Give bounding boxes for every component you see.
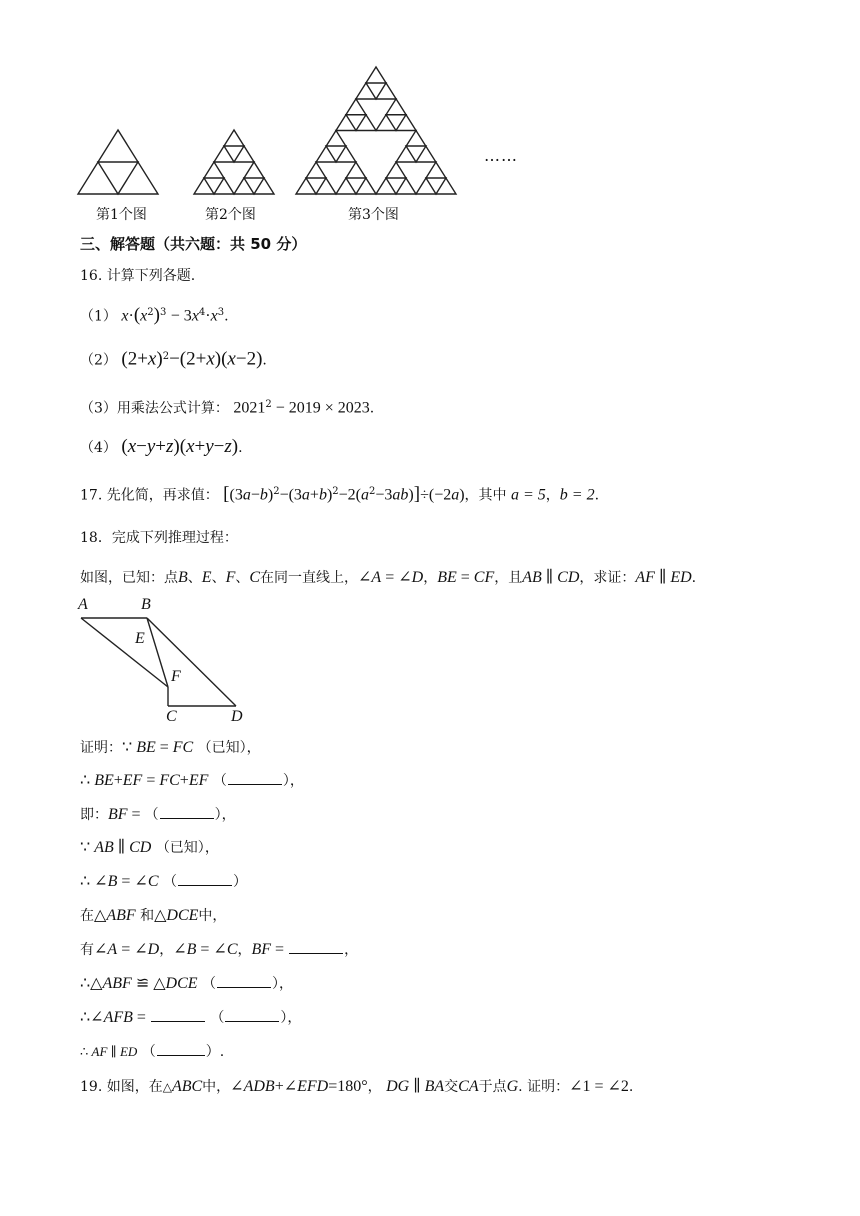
point-c-label: C [166,708,177,725]
proof-line-1: 证明：∵ BE = FC （已知）， [80,739,261,756]
proof-line-9: ∴∠AFB = （ ）， [80,1009,302,1026]
q16-title: 16. 计算下列各题. [80,268,196,284]
point-a-label: A [78,596,88,613]
q17-line: 17. 先化简，再求值： $[(3a-b)^2-(3a+b)^2-2(a^2-3ab)]\div(-2a)$，其中 a = 5，b = 2. [80,483,600,505]
proof-line-8: ∴△ABF ≌ △DCE （ ）， [80,975,293,992]
point-d-label: D [231,708,243,725]
point-e-label: E [135,630,145,647]
proof-line-6: 在△ABF 和△DCE中， [80,907,227,924]
figure-2-label: 第2个图 [205,207,256,223]
proof-line-3: 即：BF = （ ）， [80,806,236,823]
q16-part4: （4） (x−y+z)(x+y−z). [80,436,243,457]
figure-3-label: 第3个图 [348,207,399,223]
figure-1-triangle [78,130,158,194]
section-title: 三、解答题（共六题：共 50 分） [80,235,307,253]
proof-line-10: ∴ AF ∥ ED （ ）. [80,1044,225,1060]
figure-1-label: 第1个图 [96,207,147,223]
point-b-label: B [141,596,151,613]
proof-line-4: ∵ AB ∥ CD （已知）， [80,839,219,856]
proof-line-2: ∴ BE+EF = FC+EF （ ）， [80,772,304,789]
q16-part3: （3）用乘法公式计算： $2021^2 - 2019 \times 2023$. [80,399,375,417]
q19-line: 19. 如图，在△ABC中，∠ADB+∠EFD=180°， DG ∥ BA交CA于点G. 证明：∠1 = ∠2. [80,1078,634,1095]
q16-part1: （1） $x\cdot(x^2)^3 - 3x^4\cdot x^3$. [80,304,229,326]
triangle-figures [0,0,860,200]
figure-3-triangle [296,67,456,194]
proof-line-7: 有∠A = ∠D，∠B = ∠C，BF = ， [80,941,359,958]
q18-intro: 如图，已知：点B、E、F、C在同一直线上，∠A = ∠D，BE = CF，且AB ∥ CD，求证：AF ∥ ED. [80,569,697,586]
proof-line-5: ∴ ∠B = ∠C （ ） [80,873,247,890]
ellipsis: …… [484,146,518,165]
q18-title: 18．完成下列推理过程： [80,530,238,546]
q16-part2: （2） $(2+x)^2-(2+x)(x-2)$. [80,348,267,370]
figure-2-triangle [194,130,274,194]
point-f-label: F [171,668,181,685]
